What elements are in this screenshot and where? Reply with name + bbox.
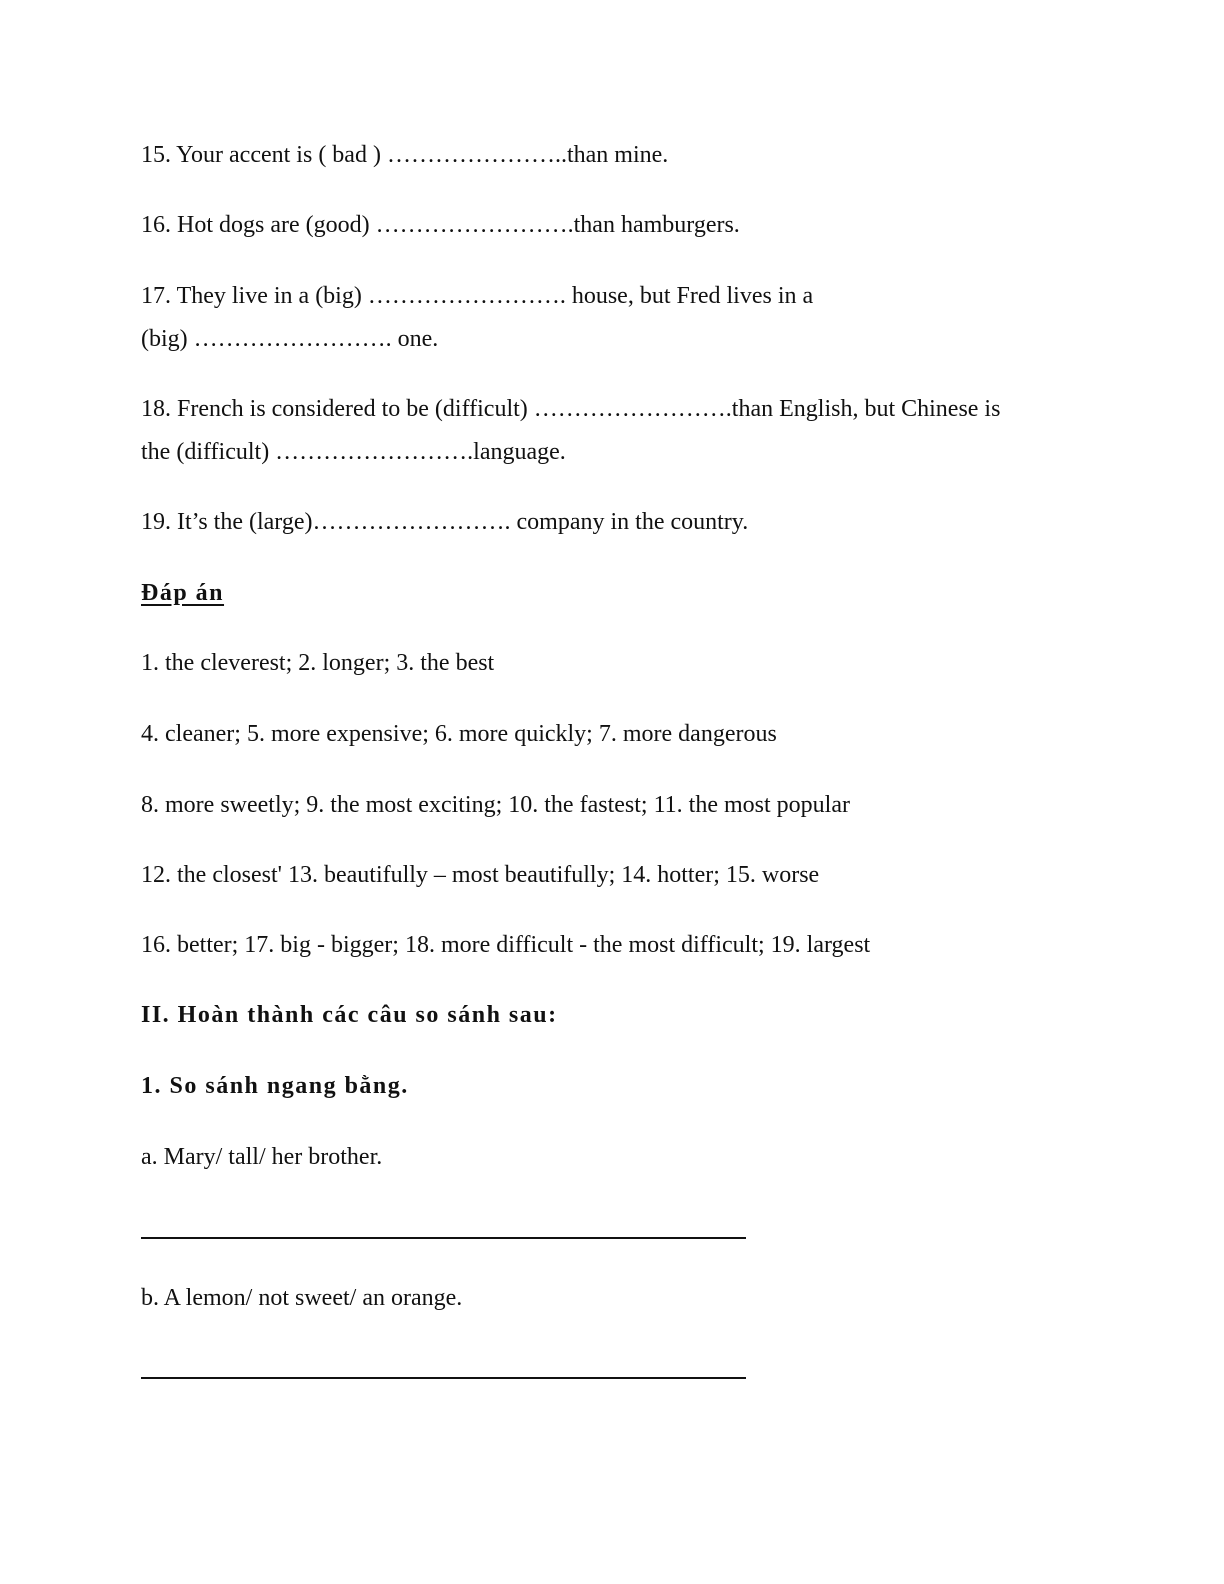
answer-line: 1. the cleverest; 2. longer; 3. the best — [141, 650, 495, 676]
answer-line: 4. cleaner; 5. more expensive; 6. more quickly; 7. more dangerous — [141, 721, 777, 747]
section-2-heading: II. Hoàn thành các câu so sánh sau: — [141, 1002, 558, 1028]
question-18-line-2: the (difficult) …………………….language. — [141, 439, 566, 465]
question-16: 16. Hot dogs are (good) …………………….than hamburgers. — [141, 212, 740, 238]
question-15: 15. Your accent is ( bad ) …………………..than mine. — [141, 142, 669, 168]
exercise-item-b: b. A lemon/ not sweet/ an orange. — [141, 1285, 463, 1311]
answer-line: 16. better; 17. big - bigger; 18. more difficult - the most difficult; 19. largest — [141, 932, 871, 958]
question-19: 19. It’s the (large)……………………. company in the country. — [141, 509, 749, 535]
answers-heading: Đáp án — [141, 580, 225, 606]
question-18-line-1: 18. French is considered to be (difficult) …………………….than English, but Chinese is — [141, 396, 1001, 422]
exercise-item-a: a. Mary/ tall/ her brother. — [141, 1144, 383, 1170]
question-17-line-1: 17. They live in a (big) ……………………. house, but Fred lives in a — [141, 283, 814, 309]
answer-line: 12. the closest' 13. beautifully – most beautifully; 14. hotter; 15. worse — [141, 862, 820, 888]
answer-line: 8. more sweetly; 9. the most exciting; 10. the fastest; 11. the most popular — [141, 792, 850, 818]
question-17-line-2: (big) ……………………. one. — [141, 326, 439, 352]
answer-blank-a[interactable] — [141, 1237, 746, 1239]
answer-blank-b[interactable] — [141, 1377, 746, 1379]
section-2-subheading: 1. So sánh ngang bằng. — [141, 1073, 409, 1099]
